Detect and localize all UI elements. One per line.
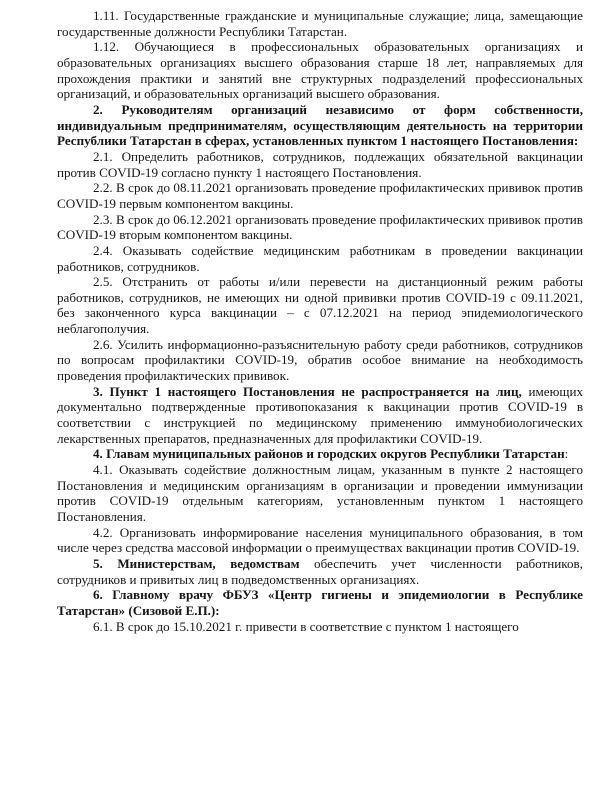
paragraph-1-12 <box>57 39 583 102</box>
paragraph-4 <box>57 446 583 462</box>
text-run: обеспечить учет численности работников, сотрудников и привитых лиц в подведомственных организациях. <box>57 555 583 587</box>
bold-text-run: 6. Главному врачу ФБУЗ «Центр гигиены и эпидемиологии в Республике Татарстан» (Сизовой Е.П.): <box>57 587 583 618</box>
text-run: 2.1. Определить работников, сотрудников, подлежащих обязательной вакцинации против COVID-19 согласно пункту 1 настоящего Постановления. <box>57 148 583 180</box>
bold-text-run: 4. Главам муниципальных районов и городских округов Республики Татарстан <box>93 446 565 462</box>
paragraph-2-2 <box>57 180 583 211</box>
text-run: 4.2. Организовать информирование населения муниципального образования, в том числе через средства массовой информации о преимуществах вакцинации против COVID-19. <box>57 524 583 556</box>
paragraph-1-11 <box>57 8 583 39</box>
text-run: 2.6. Усилить информационно-разъяснительную работу среди работников, сотрудников по вопросам профилактики COVID-19, обратив особое внимание на необходимость проведения профилактических прививок. <box>57 336 583 384</box>
text-run: имеющих документально подтвержденные противопоказания к вакцинации против COVID-19 в соответствии с инструкцией по медицинскому применению иммунобиологических лекарственных препаратов, предназначенных для профилактики COVID-19. <box>57 383 584 446</box>
text-run: 2.4. Оказывать содействие медицинским работникам в проведении вакцинации работников, сотрудников. <box>57 242 583 274</box>
paragraph-2-5 <box>57 274 583 337</box>
paragraph-2-4 <box>57 243 583 274</box>
paragraph-4-1 <box>57 462 583 525</box>
text-run: 2.5. Отстранить от работы и/или перевести на дистанционный режим работы работников, сотрудников, не имеющих ни одной прививки против COVID-19 с 09.11.2021, без законченного курса вакцинации – с 07.12.2021 на период эпидемиологического неблагополучия. <box>57 274 583 337</box>
paragraph-2-6 <box>57 337 583 384</box>
paragraph-4-2 <box>57 525 583 556</box>
text-run: 1.11. Государственные гражданские и муниципальные служащие; лица, замещающие государственные должности Республики Татарстан. <box>57 8 583 39</box>
text-run: 4.1. Оказывать содействие должностным лицам, указанным в пункте 2 настоящего Постановления и медицинским организациям в организации и проведении иммунизации против COVID-19 отдельным категориям, установленным пунктом 1 настоящего Постановления. <box>57 462 583 524</box>
text-run: 2.2. В срок до 08.11.2021 организовать проведение профилактических прививок против COVID-19 первым компонентом вакцины. <box>57 180 583 211</box>
paragraph-6 <box>57 587 583 618</box>
paragraph-2-3 <box>57 212 583 243</box>
text-run: 1.12. Обучающиеся в профессиональных образовательных организациях и образовательных организациях высшего образования старше 18 лет, направляемых для прохождения практики и занятий вне структурных подразделений профессиональных организаций, и образовательных организаций высшего образования. <box>57 39 583 102</box>
bold-text-run: 3. Пункт 1 настоящего Постановления не распространяется на лиц, <box>93 383 522 399</box>
text-run: : <box>564 446 569 462</box>
document-page <box>57 8 583 634</box>
bold-text-run: 2. Руководителям организаций независимо от форм собственности, индивидуальным предпринимателям, осуществляющим деятельность на территории Республики Татарстан в сферах, установленных пунктом 1 настоящего Постановления: <box>57 101 583 149</box>
text-run: 2.3. В срок до 06.12.2021 организовать проведение профилактических прививок против COVID-19 вторым компонентом вакцины. <box>57 211 583 243</box>
text-run: 6.1. В срок до 15.10.2021 г. привести в соответствие с пунктом 1 настоящего <box>93 618 519 634</box>
paragraph-2 <box>57 102 583 149</box>
paragraph-2-1 <box>57 149 583 180</box>
paragraph-3 <box>57 384 583 447</box>
paragraph-6-1 <box>57 619 583 635</box>
paragraph-5 <box>57 556 583 587</box>
bold-text-run: 5. Министерствам, ведомствам <box>93 555 300 571</box>
